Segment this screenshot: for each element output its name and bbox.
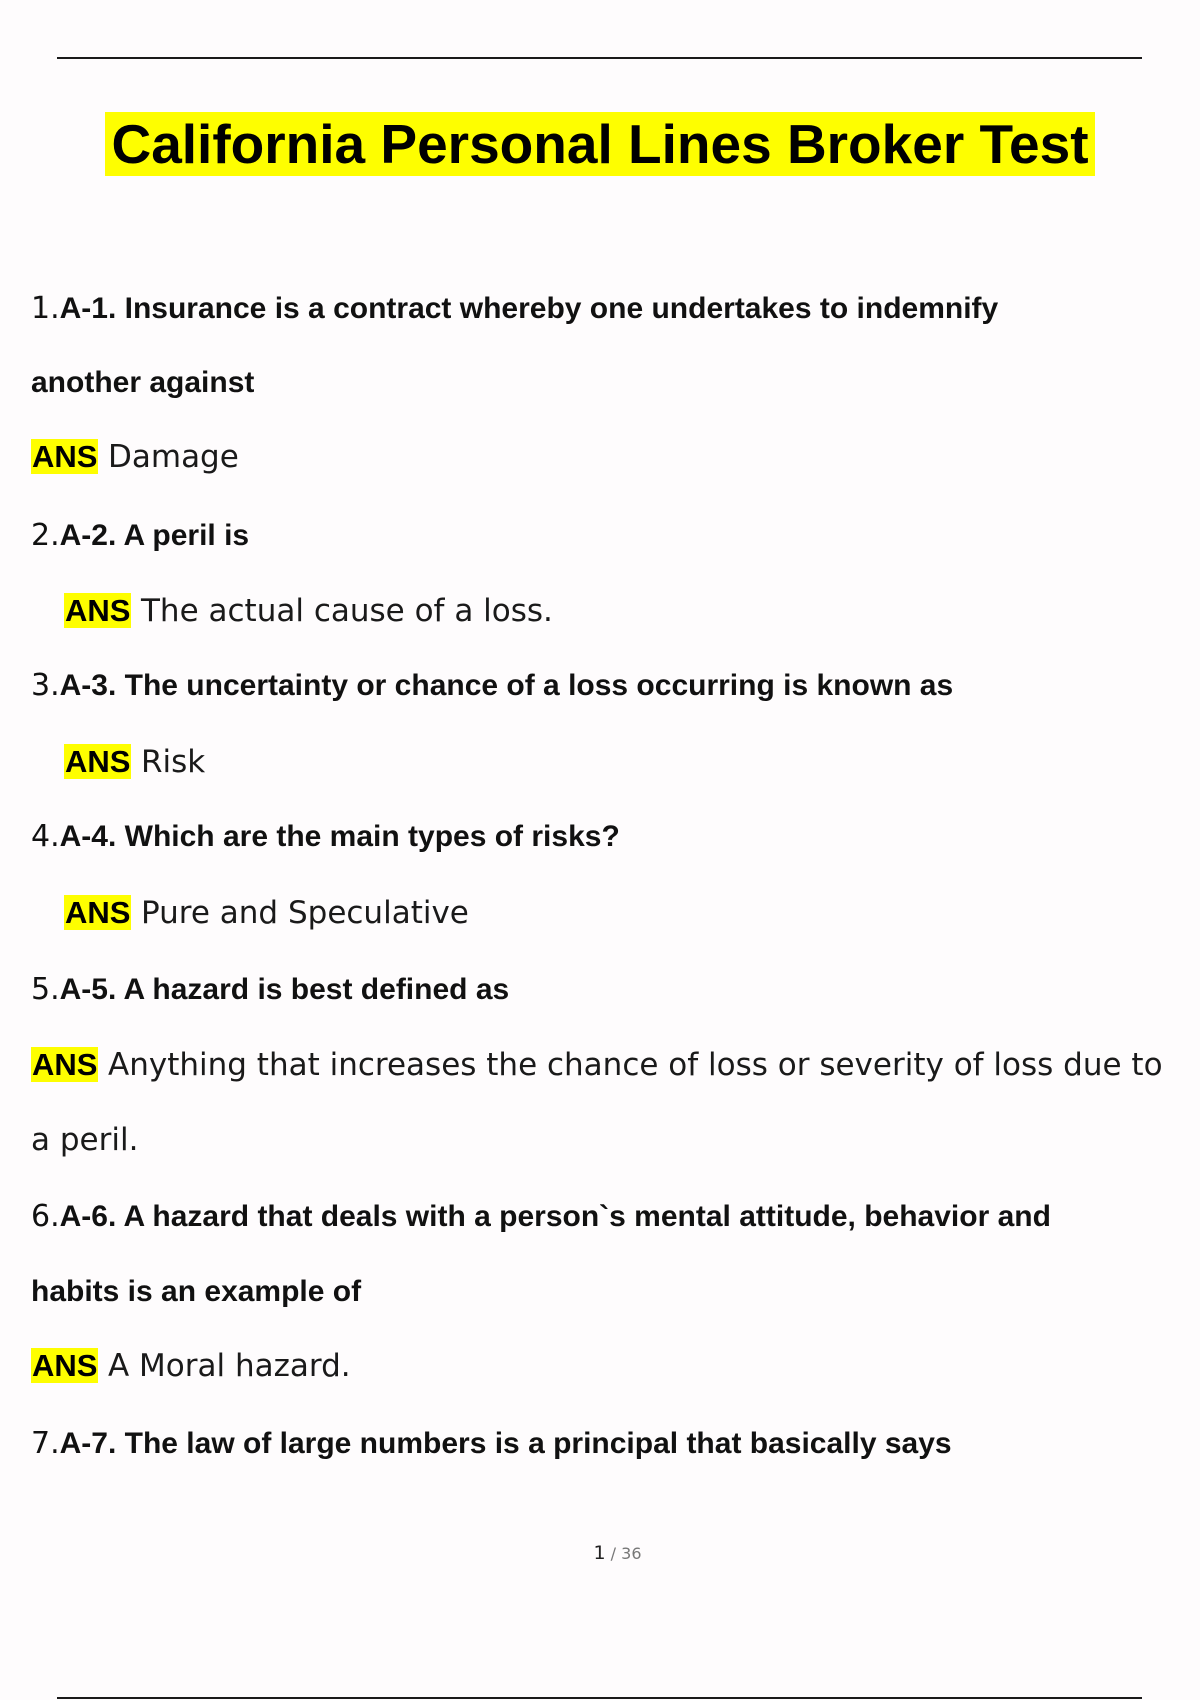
question-text: A-6. A hazard that deals with a person`s mental attitude, behavior and [59,1200,1051,1233]
ans-label: ANS [32,1047,98,1082]
answer-6 [31,1345,351,1388]
page-current: 1 [593,1542,606,1564]
ans-label: ANS [65,593,131,628]
title-block [0,112,1200,176]
question-6 [31,1196,1051,1238]
answer-text: The actual cause of a loss. [141,593,553,629]
answer-text: Damage [108,439,239,475]
question-7 [31,1423,952,1465]
ans-label: ANS [32,1348,98,1383]
question-text: A-4. Which are the main types of risks? [59,820,620,853]
answer-2 [64,590,553,633]
question-number: 6. [31,1199,60,1234]
question-text: A-3. The uncertainty or chance of a loss occurring is known as [59,669,954,702]
question-number: 2. [31,518,60,553]
question-text-cont: habits is an example of [31,1275,362,1308]
ans-label: ANS [65,744,131,779]
question-number: 5. [31,972,60,1007]
question-number: 7. [31,1426,60,1461]
question-3 [31,665,953,707]
answer-text: Risk [141,744,206,780]
page-counter [0,1542,1200,1564]
ans-label: ANS [32,439,98,474]
question-number: 4. [31,819,60,854]
answer-text-cont: a peril. [31,1122,139,1158]
answer-text: A Moral hazard. [108,1348,351,1384]
answer-5 [31,1044,1163,1087]
answer-5-cont [31,1119,138,1162]
answer-1 [31,436,239,479]
answer-text: Pure and Speculative [141,895,469,931]
question-text: A-2. A peril is [59,519,250,552]
bottom-rule [57,1697,1142,1699]
question-number: 3. [31,668,60,703]
question-text: A-1. Insurance is a contract whereby one undertakes to indemnify [59,292,999,325]
top-rule [57,57,1142,59]
answer-text: Anything that increases the chance of loss or severity of loss due to [108,1047,1163,1083]
question-4 [31,816,620,858]
question-text: A-7. The law of large numbers is a principal that basically says [59,1427,952,1460]
answer-4 [64,892,469,935]
ans-label: ANS [65,895,131,930]
question-text-cont: another against [31,366,255,399]
answer-3 [64,741,205,784]
question-5 [31,969,509,1011]
question-2 [31,515,249,557]
question-1 [31,288,998,330]
question-6-cont [31,1271,361,1313]
question-text: A-5. A hazard is best defined as [59,973,510,1006]
page-title: California Personal Lines Broker Test [105,112,1094,176]
question-1-cont [31,362,254,404]
question-number: 1. [31,291,60,326]
page-total: / 36 [610,1544,642,1563]
